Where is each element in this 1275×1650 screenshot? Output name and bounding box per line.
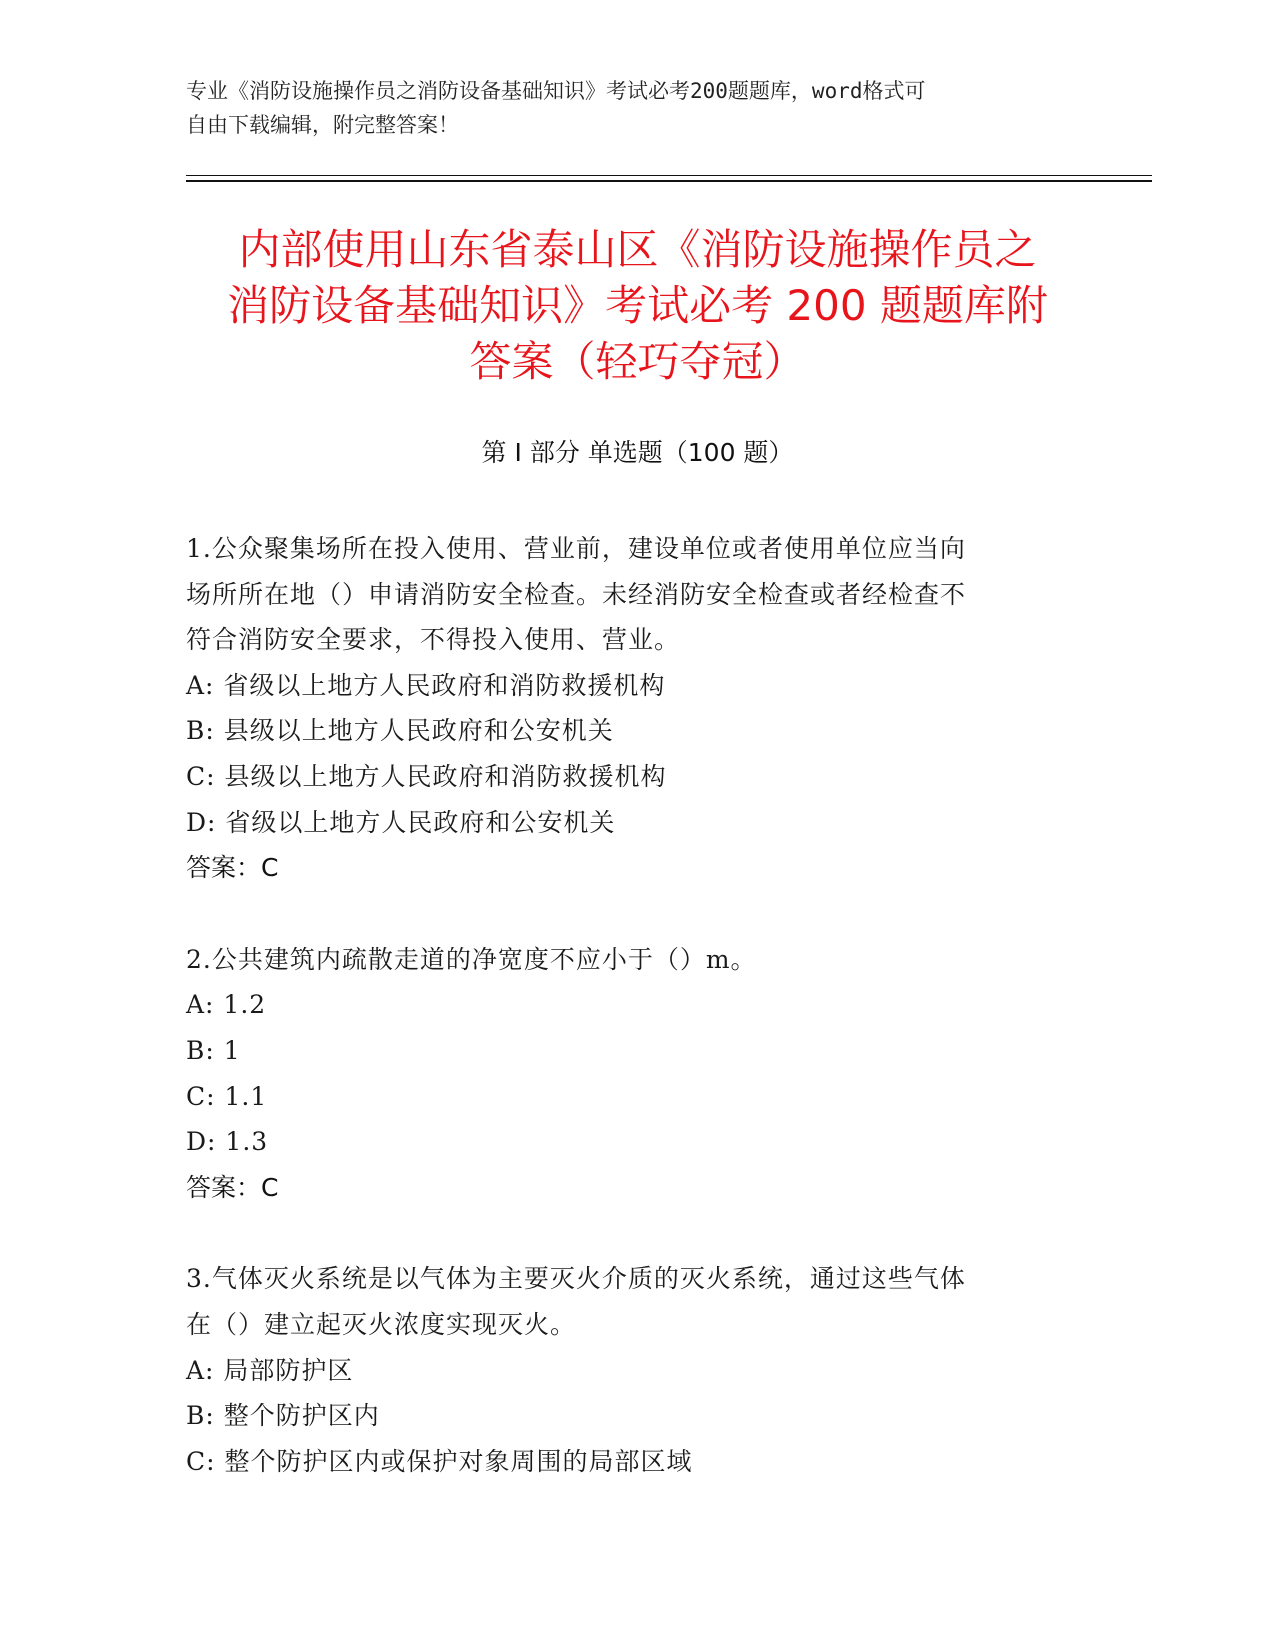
option-d: D: 1.3: [186, 1127, 269, 1157]
question-2: [186, 937, 1066, 1211]
header-divider-thick: [186, 180, 1152, 182]
question-text: 在（）建立起灭火浓度实现灭火。: [186, 1309, 577, 1339]
document-title: [160, 222, 1115, 390]
option-b: B: 县级以上地方人民政府和公安机关: [186, 716, 614, 746]
question-list: [186, 526, 1066, 1530]
question-3: [186, 1256, 1066, 1484]
option-c: C: 县级以上地方人民政府和消防救援机构: [186, 761, 667, 791]
title-line: 内部使用山东省泰山区《消防设施操作员之: [238, 225, 1037, 274]
question-text: 符合消防安全要求，不得投入使用、营业。: [186, 625, 681, 655]
header-note-line: 专业《消防设施操作员之消防设备基础知识》考试必考200题题库，word格式可: [186, 79, 926, 103]
option-c: C: 1.1: [186, 1081, 268, 1111]
option-a: A: 局部防护区: [186, 1355, 354, 1385]
title-line: 答案（轻巧夺冠）: [469, 337, 806, 386]
option-a: A: 1.2: [186, 990, 267, 1020]
question-text: 2.公共建筑内疏散走道的净宽度不应小于（）m。: [186, 944, 757, 974]
header-note: [186, 74, 1066, 142]
question-text: 1.公众聚集场所在投入使用、营业前，建设单位或者使用单位应当向: [186, 534, 966, 563]
question-text: 3.气体灭火系统是以气体为主要灭火介质的灭火系统，通过这些气体: [186, 1264, 966, 1294]
answer: 答案：C: [186, 853, 279, 883]
option-b: B: 1: [186, 1035, 241, 1065]
option-a: A: 省级以上地方人民政府和消防救援机构: [186, 670, 666, 700]
section-heading: 第 I 部分 单选题（100 题）: [481, 438, 794, 467]
question-text: 场所所在地（）申请消防安全检查。未经消防安全检查或者经检查不: [186, 579, 967, 609]
header-divider-thin: [186, 175, 1152, 176]
header-note-line: 自由下载编辑，附完整答案！: [186, 113, 459, 137]
option-d: D: 省级以上地方人民政府和公安机关: [186, 807, 616, 837]
answer: 答案：C: [186, 1172, 279, 1202]
option-c: C: 整个防护区内或保护对象周围的局部区域: [186, 1446, 693, 1476]
option-b: B: 整个防护区内: [186, 1401, 380, 1431]
question-1: [186, 526, 1066, 891]
title-line: 消防设备基础知识》考试必考 200 题题库附: [227, 281, 1048, 330]
